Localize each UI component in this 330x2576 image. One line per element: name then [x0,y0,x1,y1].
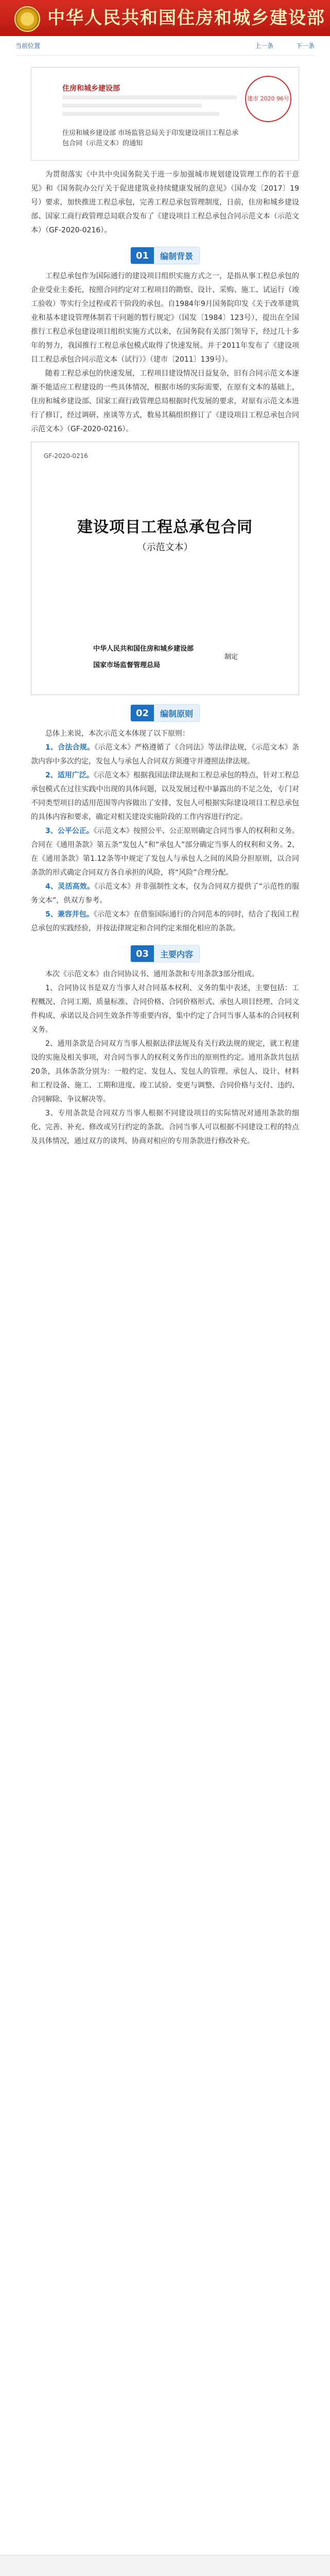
section-header-principles [0,704,330,722]
section-number: 01 [131,247,154,264]
principle-item [31,741,299,769]
content-intro: 本次《示范文本》由合同协议书、通用条款和专用条款3部分组成。 [45,970,259,978]
notice-stamp: 建市 2020 96号 [245,76,291,122]
notice-document-image [31,67,299,161]
section-label: 编制背景 [160,251,194,261]
section-header-background [0,247,330,264]
principles-intro: 总体上来说，本次示范文本体现了以下原则： [45,730,189,738]
section-number: 03 [131,945,154,962]
site-title: 中华人民共和国住房和城乡建设部 [47,8,325,28]
current-location-link[interactable]: 当前位置 [15,42,41,49]
notice-text-lines [62,95,237,120]
content-paragraph-2: 2、通用条款是合同双方当事人根据法律法规及有关行政法规的规定，就工程建设的实施及相关事项，对合同当事人的权利义务作出的原则性约定。通用条款共包括20条，具体条款分别为：一般约定、发包人、发包人的管理、承包人、设计、材料和工程设备、施工、工期和进度、竣工试验、变更与调整、合同价格与支付、违约、合同解除、争议解决等。 [31,1040,299,1104]
principle-text: 《示范文本》在借鉴国际通行的合同范本的同时，结合了我国工程总承包的实践经验，并按法律规定和合同约定来细化相应的条款。 [31,910,299,933]
next-article-link[interactable]: 下一条 [296,42,315,49]
background-paragraph-1: 工程总承包作为国际通行的建设项目组织实施方式之一，是指从事工程总承包的企业受业主委托，按照合同约定对工程项目的勘察、设计、采购、施工、试运行（竣工验收）等实行全过程或若干阶段的承包。自1984年9月国务院印发《关于改革建筑业和基本建设管理体制若干问题的暂行规定》（国发〔1984〕123号），提出在全国推行工程总承包建设项目组织实施方式以来，在国务院有关部门领导下，经过几十多年的努力，我国推行工程总承包模式取得了快速发展。并于2011年发布了《建设项目工程总承包合同示范文本（试行）》（建市〔2011〕139号）。 [31,272,299,364]
principle-text: 《示范文本》并非强制性文本，仅为合同双方提供了“示范性的服务文本”，供双方参考。 [31,883,299,905]
principle-title: 2、适用广泛。 [45,771,94,779]
section-number: 02 [131,705,154,721]
notice-issuer: 住房和城乡建设部 [62,84,120,93]
cover-made-label: 制定 [224,653,238,661]
principle-title: 5、兼容并包。 [45,910,94,919]
principle-item [31,908,299,936]
page-footer [0,2555,330,2576]
cover-code: GF-2020-0216 [44,452,88,460]
contract-cover-image [31,442,299,695]
section-label: 主要内容 [160,949,194,959]
cover-issuer-2: 国家市场监督管理总局 [93,662,161,669]
content-paragraph-1: 1、合同协议书是双方当事人对合同基本权利、义务的集中表述，主要包括：工程概况、合同工期、质量标准、合同价格、合同价格形式、承包人项目经理、合同文件构成、承诺以及合同生效条件等重要内容，集中约定了合同当事人基本的合同权利义务。 [31,984,299,1034]
breadcrumb [15,36,315,56]
principle-text: 《示范文本》按照公平、公正原则确定合同当事人的权利和义务。合同在《通用条款》第五条“发包人”和“承包人”部分确定当事人的权利和义务。2、在《通用条款》第1.12条等中规定了发包人与承包人之间的风险分担原则，以合同条款的形式确定合同双方各自承担的风险，将“风险”合理分配。 [31,827,299,877]
cover-title: 建设项目工程总承包合同 [77,518,253,536]
principle-item [31,824,299,880]
site-header-banner [0,0,330,36]
principle-item [31,880,299,908]
principle-text: 《示范文本》严格遵循了《合同法》等法律法规，《示范文本》条款内容中多次约定，发包人与承包人合同双方须遵守并遵照法律法规。 [31,743,300,766]
principle-title: 4、灵活高效。 [45,883,95,891]
principle-item [31,769,299,824]
intro-paragraph: 为贯彻落实《中共中央国务院关于进一步加强城市规划建设管理工作的若干意见》和《国务院办公厅关于促进建筑业持续健康发展的意见》（国办发〔2017〕19号）要求，加快推进工程总承包，完善工程总承包管理制度，日前，住房和城乡建设部、国家工商行政管理总局联合发布了《建设项目工程总承包合同示范文本（示范文本）（GF-2020-0216）。 [31,171,299,234]
section-label: 编制原则 [160,708,194,719]
section-header-content [0,945,330,962]
principle-title: 3、公平公正。 [45,827,94,835]
prev-article-link[interactable]: 上一条 [254,42,273,49]
notice-heading: 住房和城乡建设部 市场监管总局关于印发建设项目工程总承包合同（示范文本）的通知 [62,129,239,147]
principle-text: 《示范文本》根据我国法律法规和工程总承包的特点，针对工程总承包模式在过往实践中出现的具体问题，以及发展过程中暴露出的不足之处，专门对不同类型项目的适用范围等内容做出了安排，发包人可根据实际建设项目工程总承包的具体内容和要求，确定对相关建设实施阶段的工作内容进行约定。 [31,771,299,821]
cover-subtitle: （示范文本） [137,542,193,553]
background-paragraph-2: 随着工程总承包的快速发展，工程项目建设情况日益复杂，旧有合同示范文本逐渐不能适应工程建设的一些具体情况，根据市场的实际需要，在原有文本的基础上，住房和城乡建设部、国家工商行政管理总局根据时代发展的要求，对原有示范文本进行了修订，经过调研、座谈等方式，数易其稿组织修订了《建设项目工程总承包合同示范文本》（GF-2020-0216）。 [31,369,299,433]
principle-title: 1、合法合规。 [45,743,95,752]
national-emblem-icon [14,6,40,32]
cover-issuer-1: 中华人民共和国住房和城乡建设部 [93,645,194,653]
content-paragraph-3: 3、专用条款是合同双方当事人根据不同建设项目的实际情况对通用条款的细化、完善、补充、修改或另行约定的条款。合同当事人可以根据不同建设工程的特点及具体情况，通过双方的谈判、协商对相应的专用条款进行修改补充。 [31,1109,299,1145]
